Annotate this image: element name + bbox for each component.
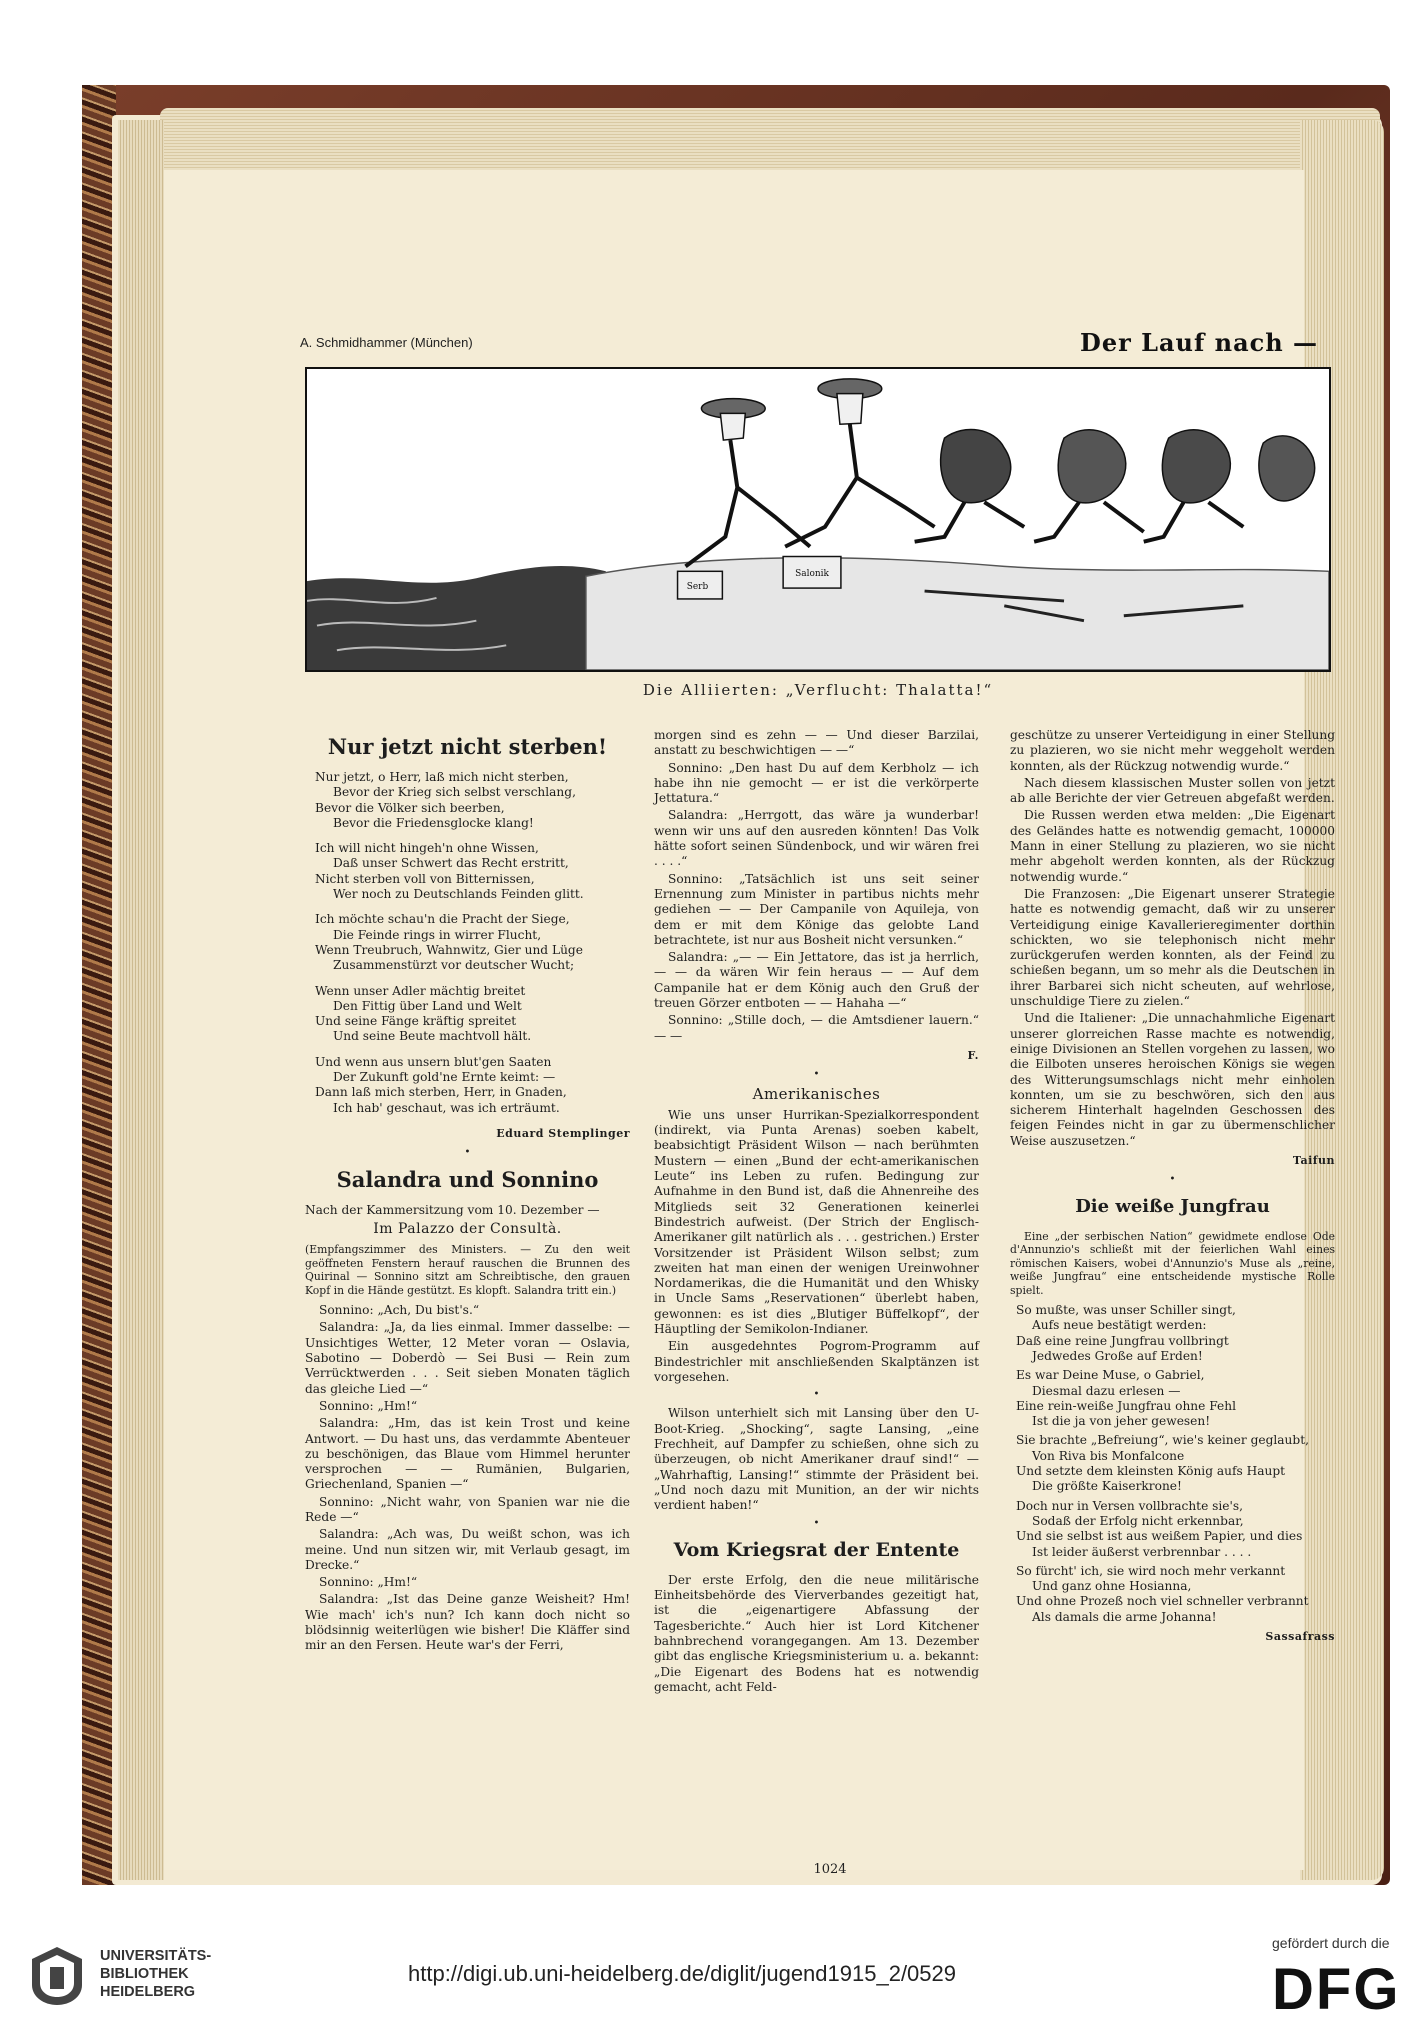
- article-paragraph: Wie uns unser Hurrikan-Spezialkorrespondent (indirekt, via Punta Arenas) soeben kabelt, beabsichtigt Präsident Wilson — nach berühmten Mustern — einen „Bund der echt-amerikanischen Leute“ ins Leben zu rufen. Bedingung zur Aufnahme in den Bund ist, daß die Ahnenreihe des Mitglieds seit 32 Generationen keinerlei Bindestrich aufweist. (Der Strich der Englisch-Amerikaner gilt natürlich als . . . gestrichen.) Erster Vorsitzender ist Präsident Wilson selbst; zum zweiten hat man einen der wenigen Ureinwohner Nordamerikas, die die Humanität und den Whisky in Uncle Sams „Reservationen“ überlebt haben, gewonnen: es ist dies „Blutiger Büffelkopf“, der Häuptling der Semikolon-Indianer.: [654, 1107, 979, 1336]
- poem-line: Nicht sterben voll von Bitternissen,: [315, 871, 535, 886]
- poem-stanza: [315, 770, 630, 831]
- cartoon-caption: Die Alliierten: „Verflucht: Thalatta!“: [642, 681, 994, 699]
- section-divider: •: [1169, 1174, 1176, 1186]
- artist-credit: A. Schmidhammer (München): [300, 335, 473, 350]
- section-divider: •: [813, 1517, 820, 1529]
- poem-line: Daß unser Schwert das Recht erstritt,: [333, 856, 569, 871]
- article-paragraph: Die Franzosen: „Die Eigenart unserer Strategie hatte es notwendig gemacht, daß wir zu unserer Verteidigung einige Kavallerieregimenter dorthin schickten, wo sie telephonisch nicht mehr zurückgerufen werden konnten, als der Feind zu schießen begann, um so mehr als die Deutschen in ihrer Barbarei sich nicht scheuten, auf wehrlose, unschuldige Tiere zu zielen.“: [1010, 886, 1335, 1009]
- poem-line: Diesmal dazu erlesen —: [1032, 1383, 1181, 1398]
- article-paragraph: Und die Italiener: „Die unnachahmliche Eigenart unserer glorreichen Rasse machte es notwendig, einige Divisionen an Stellen vorgehen zu lassen, wo die Eilboten unseres heroischen Königs sie wegen des Witterungsumschlags nicht mehr einholen konnten, um sie zu beschwören, sich den aus sicherem Hinterhalt hagelnden Geschossen des feigen Feindes nicht in gar zu übermenschlicher Weise auszusetzen.“: [1010, 1011, 1335, 1148]
- poem-author: Eduard Stemplinger: [496, 1126, 630, 1140]
- poem-line: Bevor der Krieg sich selbst verschlang,: [333, 785, 576, 800]
- poem-stanza: [315, 841, 630, 902]
- article-title: Vom Kriegsrat der Entente: [673, 1538, 960, 1561]
- poem-line: Ich möchte schau'n die Pracht der Siege,: [315, 912, 570, 927]
- poem-line: Aufs neue bestätigt werden:: [1032, 1318, 1207, 1333]
- article-signature: F.: [967, 1048, 979, 1062]
- poem-stanza: [315, 912, 630, 973]
- dialogue-line: Sonnino: „Ach, Du bist's.“: [319, 1303, 480, 1318]
- article-title: Amerikanisches: [752, 1084, 881, 1103]
- poem-line: Bevor die Friedensglocke klang!: [333, 815, 534, 830]
- poem-line: So fürcht' ich, sie wird noch mehr verkannt: [1016, 1563, 1286, 1578]
- article-title: Salandra und Sonnino: [336, 1166, 599, 1192]
- university-seal-icon: [28, 1945, 86, 2007]
- dialogue-line: Salandra: „Ist das Deine ganze Weisheit? Hm! Wie mach' ich's nun? Ich kann doch nicht so blödsinnig weiterlügen wie bisher! Die Kläffer sind mir an den Fersen. Heute war's der Ferri,: [305, 1592, 630, 1653]
- article-subtitle: Im Palazzo der Consultà.: [373, 1220, 562, 1237]
- poem-line: Die größte Kaiserkrone!: [1032, 1479, 1182, 1494]
- poem-line: Wenn unser Adler mächtig breitet: [315, 983, 526, 998]
- poem-title: Die weiße Jungfrau: [1075, 1195, 1270, 1217]
- library-name-line: BIBLIOTHEK: [100, 1966, 189, 1982]
- column-3: [1010, 728, 1335, 1648]
- crate-label-salonik: Salonik: [795, 569, 829, 580]
- crate-label-serb: Serb: [686, 582, 709, 593]
- library-name-line: UNIVERSITÄTS-: [100, 1948, 212, 1964]
- dialogue-line: Salandra: „— — Ein Jettatore, das ist ja herrlich, — — da wären Wir fein heraus — — Auf dem Campanile hat er dem König auch den Gruß der treuen Görzer entboten — — Hahaha —“: [654, 950, 979, 1011]
- funding-note: gefördert durch die: [1272, 1935, 1390, 1951]
- article-subtitle: Nach der Kammersitzung vom 10. Dezember —: [305, 1202, 600, 1217]
- article-paragraph: Ein ausgedehntes Pogrom-Programm auf Bindestrichler mit anschließenden Skalptänzen ist vorgesehen.: [654, 1339, 979, 1384]
- poem-line: Und seine Fänge kräftig spreitet: [315, 1014, 517, 1029]
- dialogue-line: Salandra: „Ach was, Du weißt schon, was ich meine. Und nun sitzen wir, mit Verlaub gesagt, im Drecke.“: [305, 1527, 630, 1572]
- poem-line: Es war Deine Muse, o Gabriel,: [1016, 1368, 1205, 1383]
- page-edge-left: [118, 120, 164, 1880]
- poem-line: Die Feinde rings in wirrer Flucht,: [333, 927, 542, 942]
- poem-stanza: [1016, 1303, 1335, 1364]
- poem-line: Zusammenstürzt vor deutscher Wucht;: [333, 958, 575, 973]
- poem-stanza: [1016, 1564, 1335, 1625]
- cartoon-title: Der Lauf nach —: [1080, 328, 1319, 357]
- stage-direction: (Empfangszimmer des Ministers. — Zu den weit geöffneten Fenstern herauf rauschen die Brunnen des Quirinal — Sonnino sitzt am Schreibtische, den grauen Kopf in die Hände gestützt. Es klopft. Salandra tritt ein.): [305, 1243, 630, 1297]
- poem-author: Sassafrass: [1265, 1630, 1335, 1644]
- dialogue-line: Salandra: „Ja, da lies einmal. Immer dasselbe: — Unsichtiges Wetter, 12 Meter voran — Oslavia, Sabotino — Doberdò — Sei Busi — Rein zum Verrücktwerden . . . Seit sieben Monaten täglich das gleiche Lied —“: [305, 1320, 630, 1396]
- dialogue-line: Sonnino: „Hm!“: [319, 1398, 418, 1413]
- poem-line: Und sie selbst ist aus weißem Papier, und dies: [1016, 1529, 1303, 1544]
- poem-line: Und setzte dem kleinsten König aufs Haupt: [1016, 1464, 1286, 1479]
- column-2: [654, 728, 979, 1697]
- column-1: [305, 728, 630, 1656]
- poem-line: Ich hab' geschaut, was ich erträumt.: [333, 1100, 560, 1115]
- poem-line: Dann laß mich sterben, Herr, in Gnaden,: [315, 1085, 567, 1100]
- poem-line: Und seine Beute machtvoll hält.: [333, 1029, 532, 1044]
- marbled-cover-edge: [82, 85, 116, 1885]
- dialogue-line: Sonnino: „Nicht wahr, von Spanien war nie die Rede —“: [305, 1494, 630, 1524]
- poem-line: Sie brachte „Befreiung“, wie's keiner geglaubt,: [1016, 1433, 1309, 1448]
- dialogue-line: Sonnino: „Hm!“: [319, 1575, 418, 1590]
- poem-line: Von Riva bis Monfalcone: [1032, 1448, 1185, 1463]
- poem-line: Jedwedes Große auf Erden!: [1032, 1349, 1203, 1363]
- viewer-footer: [0, 1905, 1426, 2024]
- dialogue-line: Salandra: „Herrgott, das wäre ja wunderbar! wenn wir uns auf den ausreden könnten! Das Volk hätte sofort seinen Sündenbock, und wir wären frei . . . .“: [654, 808, 979, 869]
- dialogue-line: Sonnino: „Tatsächlich ist uns seit seiner Ernennung zum Minister in partibus nichts mehr gediehen — — Der Campanile von Aquileja, von dem er mit dem Könige das gelobte Land betrachtete, ist nur aus Bosheit nicht versunken.“: [654, 871, 979, 947]
- poem-line: Und ohne Prozeß noch viel schneller verbrannt: [1016, 1594, 1309, 1609]
- poem-line: Ist die ja von jeher gewesen!: [1032, 1414, 1211, 1429]
- poem-line: Eine rein-weiße Jungfrau ohne Fehl: [1016, 1398, 1236, 1413]
- poem-stanza: [315, 1055, 630, 1116]
- dialogue-line: morgen sind es zehn — — Und dieser Barzilai, anstatt zu beschwichtigen — —“: [654, 728, 979, 758]
- dialogue-line: Sonnino: „Stille doch, — die Amtsdiener lauern.“ — —: [654, 1013, 979, 1043]
- dialogue-line: Sonnino: „Den hast Du auf dem Kerbholz — ich habe ihn nie gemocht — er ist die verkörperte Jettatura.“: [654, 760, 979, 806]
- poem-line: Der Zukunft gold'ne Ernte keimt: —: [333, 1070, 556, 1085]
- poem-stanza: [315, 984, 630, 1045]
- dialogue-line: Salandra: „Hm, das ist kein Trost und keine Antwort. — Du hast uns, das verdammte Abenteuer zu beschönigen, das Blaue vom Himmel herunter versprochen — — Rumänien, Bulgarien, Griechenland, Spanien —“: [305, 1416, 630, 1492]
- poem-line: So mußte, was unser Schiller singt,: [1016, 1303, 1236, 1318]
- poem-line: Ist leider äußerst verbrennbar . . . .: [1032, 1544, 1252, 1559]
- article-paragraph: Der erste Erfolg, den die neue militärische Einheitsbehörde des Vierverbandes gezeitigt hat, ist die „eigenartigere Abfassung der Tagesberichte.“ Auch hier ist Lord Kitchener bahnbrechend vorangegangen. Am 13. Dezember gibt das englische Kriegsministerium u. a. bekannt: „Die Eigenart des Bodens hat es notwendig gemacht, acht Feld-: [654, 1572, 979, 1694]
- poem-stanza: [1016, 1433, 1335, 1494]
- section-divider: •: [813, 1389, 820, 1401]
- poem-line: Ich will nicht hingeh'n ohne Wissen,: [315, 841, 539, 856]
- document-url[interactable]: http://digi.ub.uni-heidelberg.de/diglit/jugend1915_2/0529: [408, 1961, 956, 1986]
- section-divider: •: [464, 1147, 471, 1159]
- library-name: [100, 1947, 211, 2001]
- cartoon-illustration: [305, 367, 1331, 672]
- article-paragraph: Nach diesem klassischen Muster sollen von jetzt ab alle Berichte der vier Getreuen abgefaßt werden.: [1010, 775, 1335, 806]
- poem-line: Nur jetzt, o Herr, laß mich nicht sterben,: [315, 770, 569, 784]
- poem-line: Den Fittig über Land und Welt: [333, 998, 522, 1013]
- poem-stanza: [1016, 1499, 1335, 1560]
- poem-line: Wer noch zu Deutschlands Feinden glitt.: [333, 887, 584, 902]
- poem-stanza: [1016, 1368, 1335, 1429]
- poem-introduction: Eine „der serbischen Nation“ gewidmete endlose Ode d'Annunzio's schließt mit der feierlichen Wahl eines römischen Kaisers, wobei d'Annunzio's Muse als „reine, weiße Jungfrau“ eine entscheidende mystische Rolle spielt.: [1010, 1229, 1335, 1297]
- section-divider: •: [813, 1069, 820, 1081]
- poem-line: Daß eine reine Jungfrau vollbringt: [1016, 1333, 1229, 1348]
- poem-line: Und ganz ohne Hosianna,: [1032, 1579, 1192, 1594]
- poem-line: Wenn Treubruch, Wahnwitz, Gier und Lüge: [315, 942, 583, 957]
- poem-line: Sodaß der Erfolg nicht erkennbar,: [1032, 1513, 1244, 1528]
- article-paragraph: Die Russen werden etwa melden: „Die Eigenart des Geländes hatte es notwendig gemacht, 100000 Mann in einer Stellung zu plazieren, wo sie nicht mehr abgeholt werden konnten, als der Rückzug notwendig wurde.“: [1010, 808, 1335, 884]
- page-number: 1024: [813, 1862, 847, 1877]
- cartoon-drawing: [307, 369, 1329, 670]
- article-paragraph: geschütze zu unserer Verteidigung in einer Stellung zu plazieren, wo sie nicht mehr weggeholt werden konnten, als der Rückzug notwendig wurde.“: [1010, 728, 1335, 773]
- dfg-logo: DFG: [1272, 1957, 1401, 2022]
- poem-line: Doch nur in Versen vollbrachte sie's,: [1016, 1498, 1244, 1513]
- poem-line: Bevor die Völker sich beerben,: [315, 800, 505, 815]
- article-signature: Taifun: [1292, 1154, 1335, 1168]
- library-name-line: HEIDELBERG: [100, 1984, 196, 2000]
- article-paragraph: Wilson unterhielt sich mit Lansing über den U-Boot-Krieg. „Shocking“, sagte Lansing, „eine Frechheit, auf Dampfer zu schießen, ohne sich zu überzeugen, ob nicht Amerikaner drauf sind!“ — „Wahrhaftig, Lansing!“ stimmte der Präsident bei. „Und noch dazu mit Munition, an der wir nichts verdient haben!“: [654, 1406, 979, 1513]
- poem-line: Als damals die arme Johanna!: [1032, 1609, 1217, 1624]
- poem-title: Nur jetzt nicht sterben!: [327, 734, 608, 759]
- poem-line: Und wenn aus unsern blut'gen Saaten: [315, 1054, 552, 1069]
